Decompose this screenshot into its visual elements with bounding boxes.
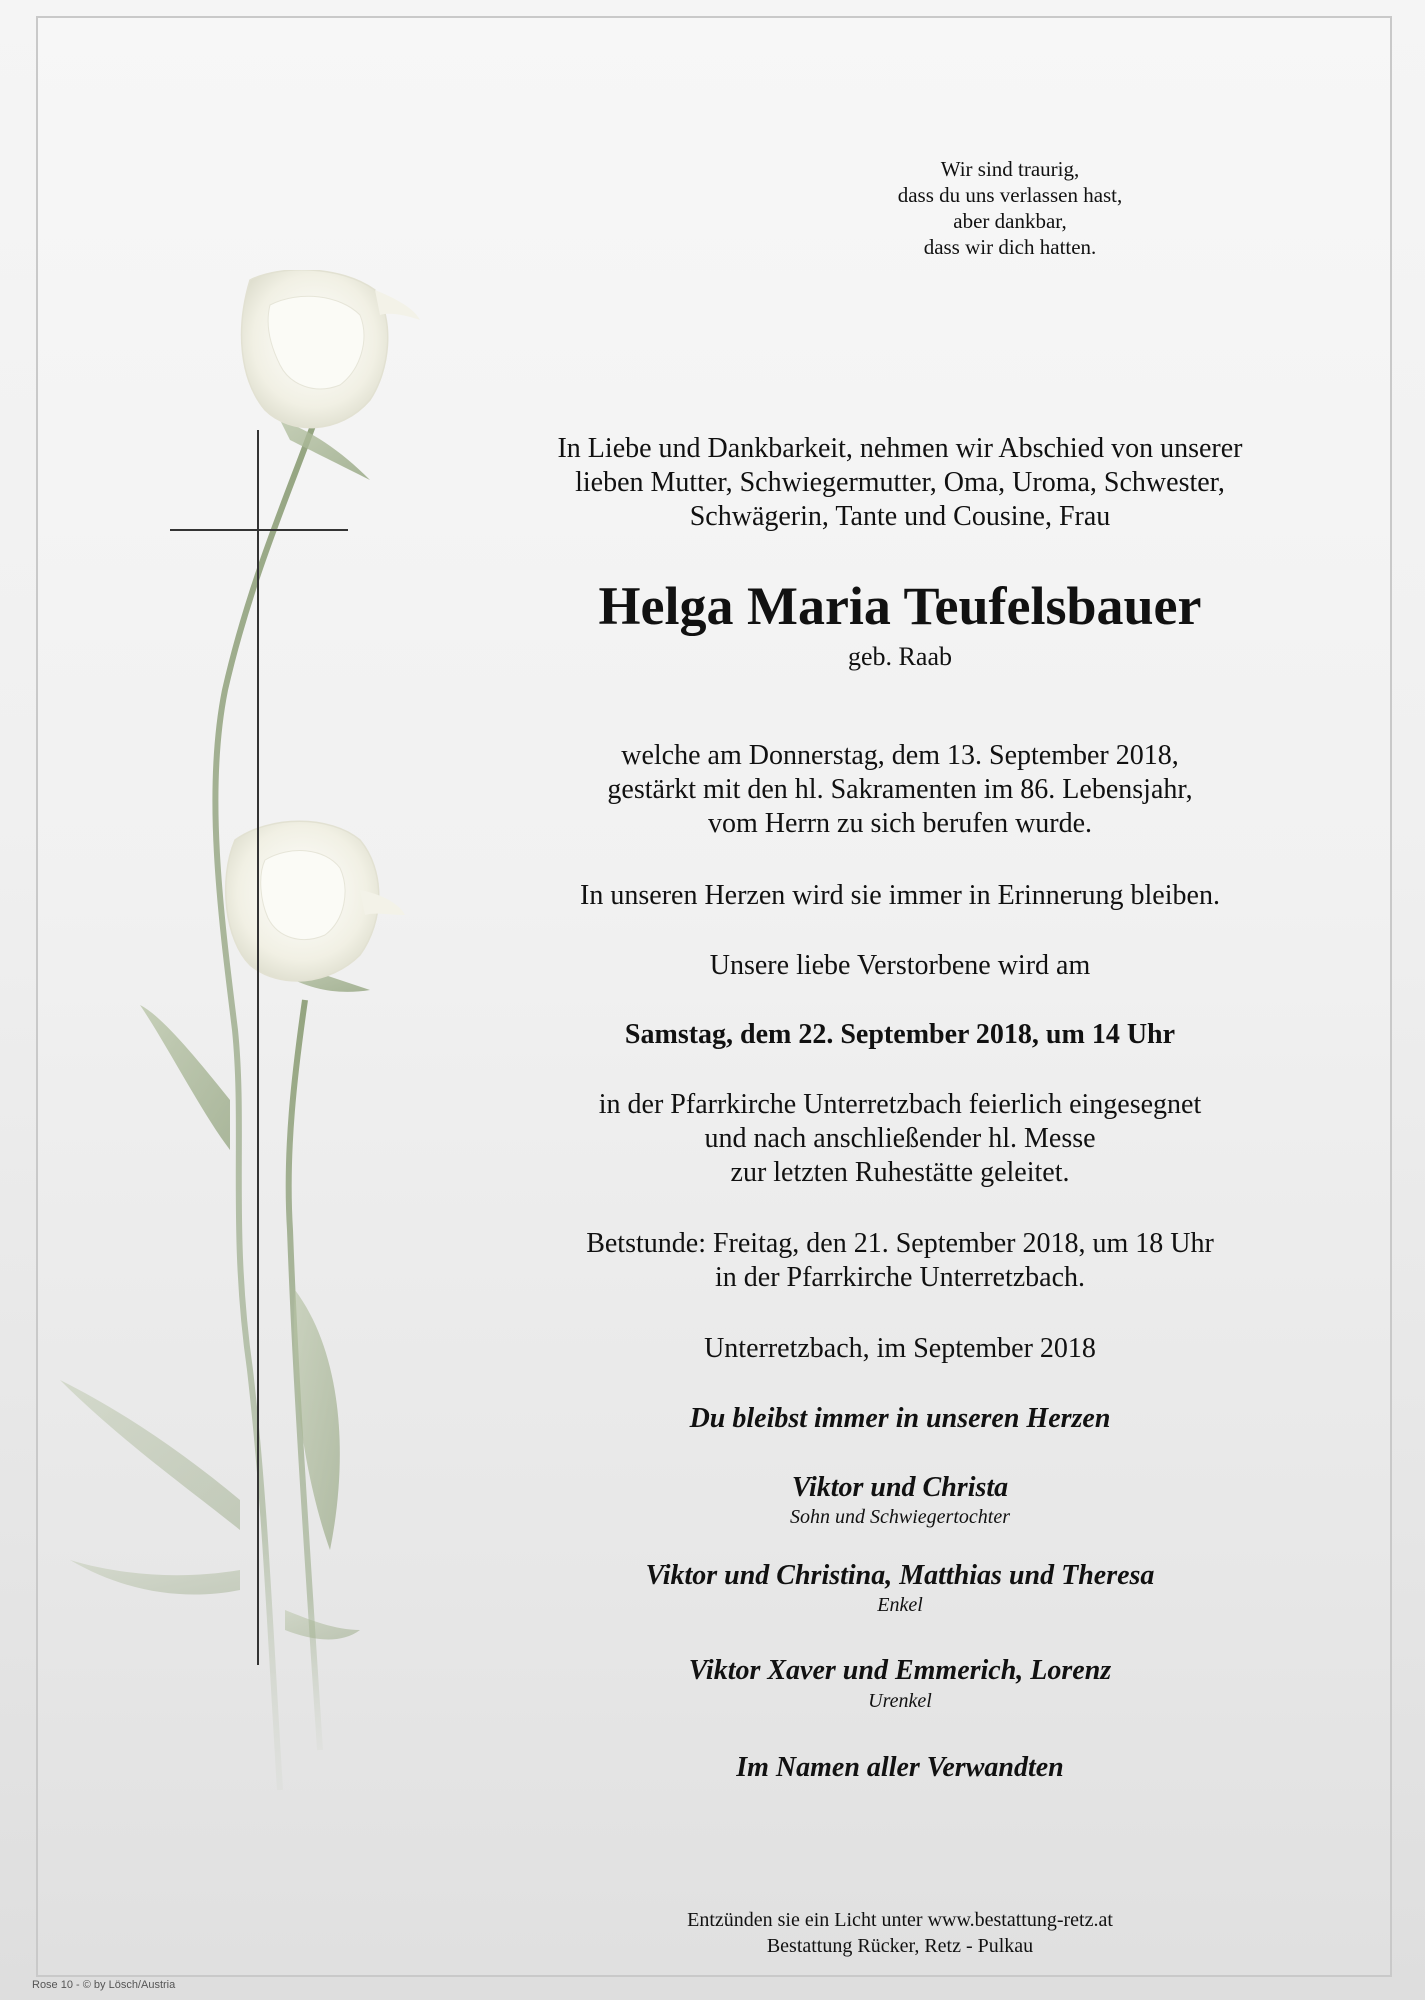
- leaf-4: [70, 1560, 240, 1595]
- leaf-5: [285, 1610, 360, 1639]
- prayer-paragraph: [450, 1227, 1350, 1295]
- prayer-line: in der Pfarrkirche Unterretzbach.: [714, 1262, 1086, 1293]
- ceremony-line: in der Pfarrkirche Unterretzbach feierlich eingesegnet: [598, 1089, 1202, 1120]
- leaf-2: [294, 1290, 340, 1550]
- deceased-name: Helga Maria Teufelsbauer: [598, 576, 1202, 636]
- funeral-date: Samstag, dem 22. September 2018, um 14 Uhr: [624, 1019, 1176, 1050]
- rose-bloom-upper: [242, 270, 420, 428]
- funeral-intro: Unsere liebe Verstorbene wird am: [709, 950, 1091, 981]
- death-line: vom Herrn zu sich berufen wurde.: [707, 808, 1093, 839]
- family-names: Viktor und Christa: [791, 1472, 1009, 1503]
- quote-line: dass du uns verlassen hast,: [897, 183, 1123, 207]
- ceremony-paragraph: [450, 1088, 1350, 1190]
- ceremony-line: zur letzten Ruhestätte geleitet.: [730, 1157, 1070, 1188]
- death-line: welche am Donnerstag, dem 13. September 2018,: [621, 740, 1179, 771]
- rose-bloom-lower: [226, 821, 405, 981]
- family-names: Viktor und Christina, Matthias und Theresa: [645, 1560, 1155, 1591]
- footer-website: Entzünden sie ein Licht unter www.bestattung-retz.at: [687, 1909, 1113, 1931]
- ceremony-line: und nach anschließender hl. Messe: [704, 1123, 1096, 1154]
- intro-paragraph: [450, 432, 1350, 534]
- death-line: gestärkt mit den hl. Sakramenten im 86. Lebensjahr,: [607, 774, 1193, 805]
- footer-undertaker: Bestattung Rücker, Retz - Pulkau: [766, 1935, 1034, 1957]
- intro-line: Schwägerin, Tante und Cousine, Frau: [689, 501, 1111, 532]
- image-credit: Rose 10 - © by Lösch/Austria: [32, 1979, 176, 1991]
- leaf-3: [60, 1380, 240, 1530]
- quote-line: aber dankbar,: [953, 209, 1067, 233]
- quote-line: Wir sind traurig,: [940, 157, 1080, 181]
- rose-illustration: [40, 270, 440, 1810]
- memory-line: In unseren Herzen wird sie immer in Erinnerung bleiben.: [580, 880, 1220, 911]
- prayer-line: Betstunde: Freitag, den 21. September 2018, um 18 Uhr: [586, 1228, 1214, 1259]
- opening-quote: [700, 156, 1320, 260]
- farewell-line: Du bleibst immer in unseren Herzen: [689, 1403, 1111, 1434]
- place-date: Unterretzbach, im September 2018: [704, 1333, 1096, 1364]
- family-relation: Sohn und Schwiegertochter: [790, 1506, 1010, 1528]
- intro-line: In Liebe und Dankbarkeit, nehmen wir Abschied von unserer: [557, 433, 1243, 464]
- quote-line: dass wir dich hatten.: [923, 235, 1097, 259]
- family-relation: Enkel: [877, 1594, 923, 1616]
- closing-line: Im Namen aller Verwandten: [736, 1752, 1064, 1783]
- family-relation: Urenkel: [868, 1690, 932, 1712]
- family-names: Viktor Xaver und Emmerich, Lorenz: [688, 1655, 1112, 1686]
- leaf-1: [140, 1005, 230, 1150]
- intro-line: lieben Mutter, Schwiegermutter, Oma, Uroma, Schwester,: [575, 467, 1225, 498]
- death-paragraph: [450, 739, 1350, 841]
- maiden-name: geb. Raab: [848, 642, 952, 671]
